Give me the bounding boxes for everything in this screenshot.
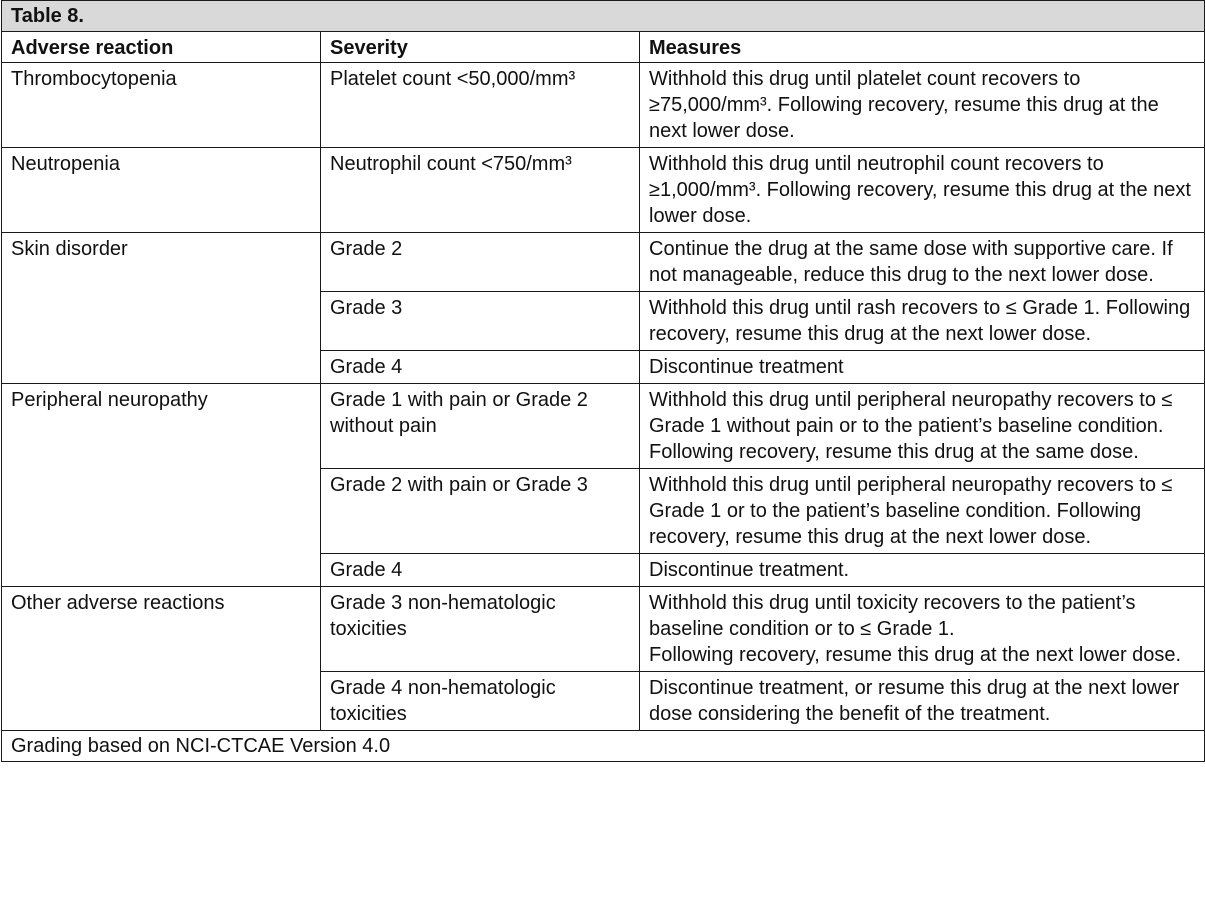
measures-text: Continue the drug at the same dose with supportive care. If not manageable, reduce this drug to the next lower dose.	[649, 238, 1173, 286]
severity-cell: Grade 1 with pain or Grade 2 without pain	[321, 384, 640, 469]
measures-cell	[640, 587, 1205, 672]
measures-cell	[640, 384, 1205, 469]
header-measures: Measures	[640, 32, 1205, 63]
table-row	[2, 233, 1205, 292]
severity-cell: Grade 2	[321, 233, 640, 292]
adverse-reaction-cell: Other adverse reactions	[2, 587, 321, 731]
measures-cell	[640, 292, 1205, 351]
measures-text: Discontinue treatment, or resume this drug at the next lower dose considering the benefit of the treatment.	[649, 677, 1180, 725]
measures-text: Withhold this drug until neutrophil count recovers to ≥1,000/mm³. Following recovery, resume this drug at the next lower dose.	[649, 153, 1191, 227]
header-adverse-reaction: Adverse reaction	[2, 32, 321, 63]
table-body	[2, 63, 1205, 731]
table-footnote: Grading based on NCI-CTCAE Version 4.0	[2, 731, 1205, 762]
measures-text: Discontinue treatment	[649, 356, 844, 378]
severity-cell: Grade 3	[321, 292, 640, 351]
measures-cell	[640, 148, 1205, 233]
measures-text: Discontinue treatment.	[649, 559, 850, 581]
severity-cell: Neutrophil count <750/mm³	[321, 148, 640, 233]
adverse-reaction-cell: Peripheral neuropathy	[2, 384, 321, 587]
table-row	[2, 384, 1205, 469]
measures-cell	[640, 469, 1205, 554]
table-row	[2, 587, 1205, 672]
severity-cell: Grade 4 non-hematologic toxicities	[321, 672, 640, 731]
severity-cell: Grade 4	[321, 351, 640, 384]
severity-cell: Grade 2 with pain or Grade 3	[321, 469, 640, 554]
table-row	[2, 63, 1205, 148]
adverse-reaction-cell: Skin disorder	[2, 233, 321, 384]
table-footnote-row	[2, 731, 1205, 762]
measures-text: Following recovery, resume this drug at the next lower dose.	[649, 644, 1182, 666]
measures-text: Withhold this drug until rash recovers to ≤ Grade 1. Following recovery, resume this drug at the next lower dose.	[649, 297, 1191, 345]
severity-cell: Platelet count <50,000/mm³	[321, 63, 640, 148]
severity-cell: Grade 3 non-hematologic toxicities	[321, 587, 640, 672]
table-row	[2, 148, 1205, 233]
measures-cell	[640, 63, 1205, 148]
table-header-row	[2, 32, 1205, 63]
dose-modification-table	[1, 0, 1205, 762]
adverse-reaction-cell: Neutropenia	[2, 148, 321, 233]
header-severity: Severity	[321, 32, 640, 63]
measures-cell	[640, 351, 1205, 384]
adverse-reaction-cell: Thrombocytopenia	[2, 63, 321, 148]
measures-text: Withhold this drug until peripheral neuropathy recovers to ≤ Grade 1 without pain or to the patient’s baseline condition. Following recovery, resume this drug at the same dose.	[649, 389, 1173, 463]
table-title: Table 8.	[2, 1, 1205, 32]
table-title-row	[2, 1, 1205, 32]
measures-text: Withhold this drug until platelet count recovers to ≥75,000/mm³. Following recovery, resume this drug at the next lower dose.	[649, 68, 1159, 142]
measures-cell	[640, 233, 1205, 292]
measures-text: Withhold this drug until toxicity recovers to the patient’s baseline condition or to ≤ Grade 1.	[649, 592, 1136, 640]
measures-cell	[640, 554, 1205, 587]
severity-cell: Grade 4	[321, 554, 640, 587]
measures-cell	[640, 672, 1205, 731]
measures-text: Withhold this drug until peripheral neuropathy recovers to ≤ Grade 1 or to the patient’s baseline condition. Following recovery, resume this drug at the next lower dose.	[649, 474, 1173, 548]
